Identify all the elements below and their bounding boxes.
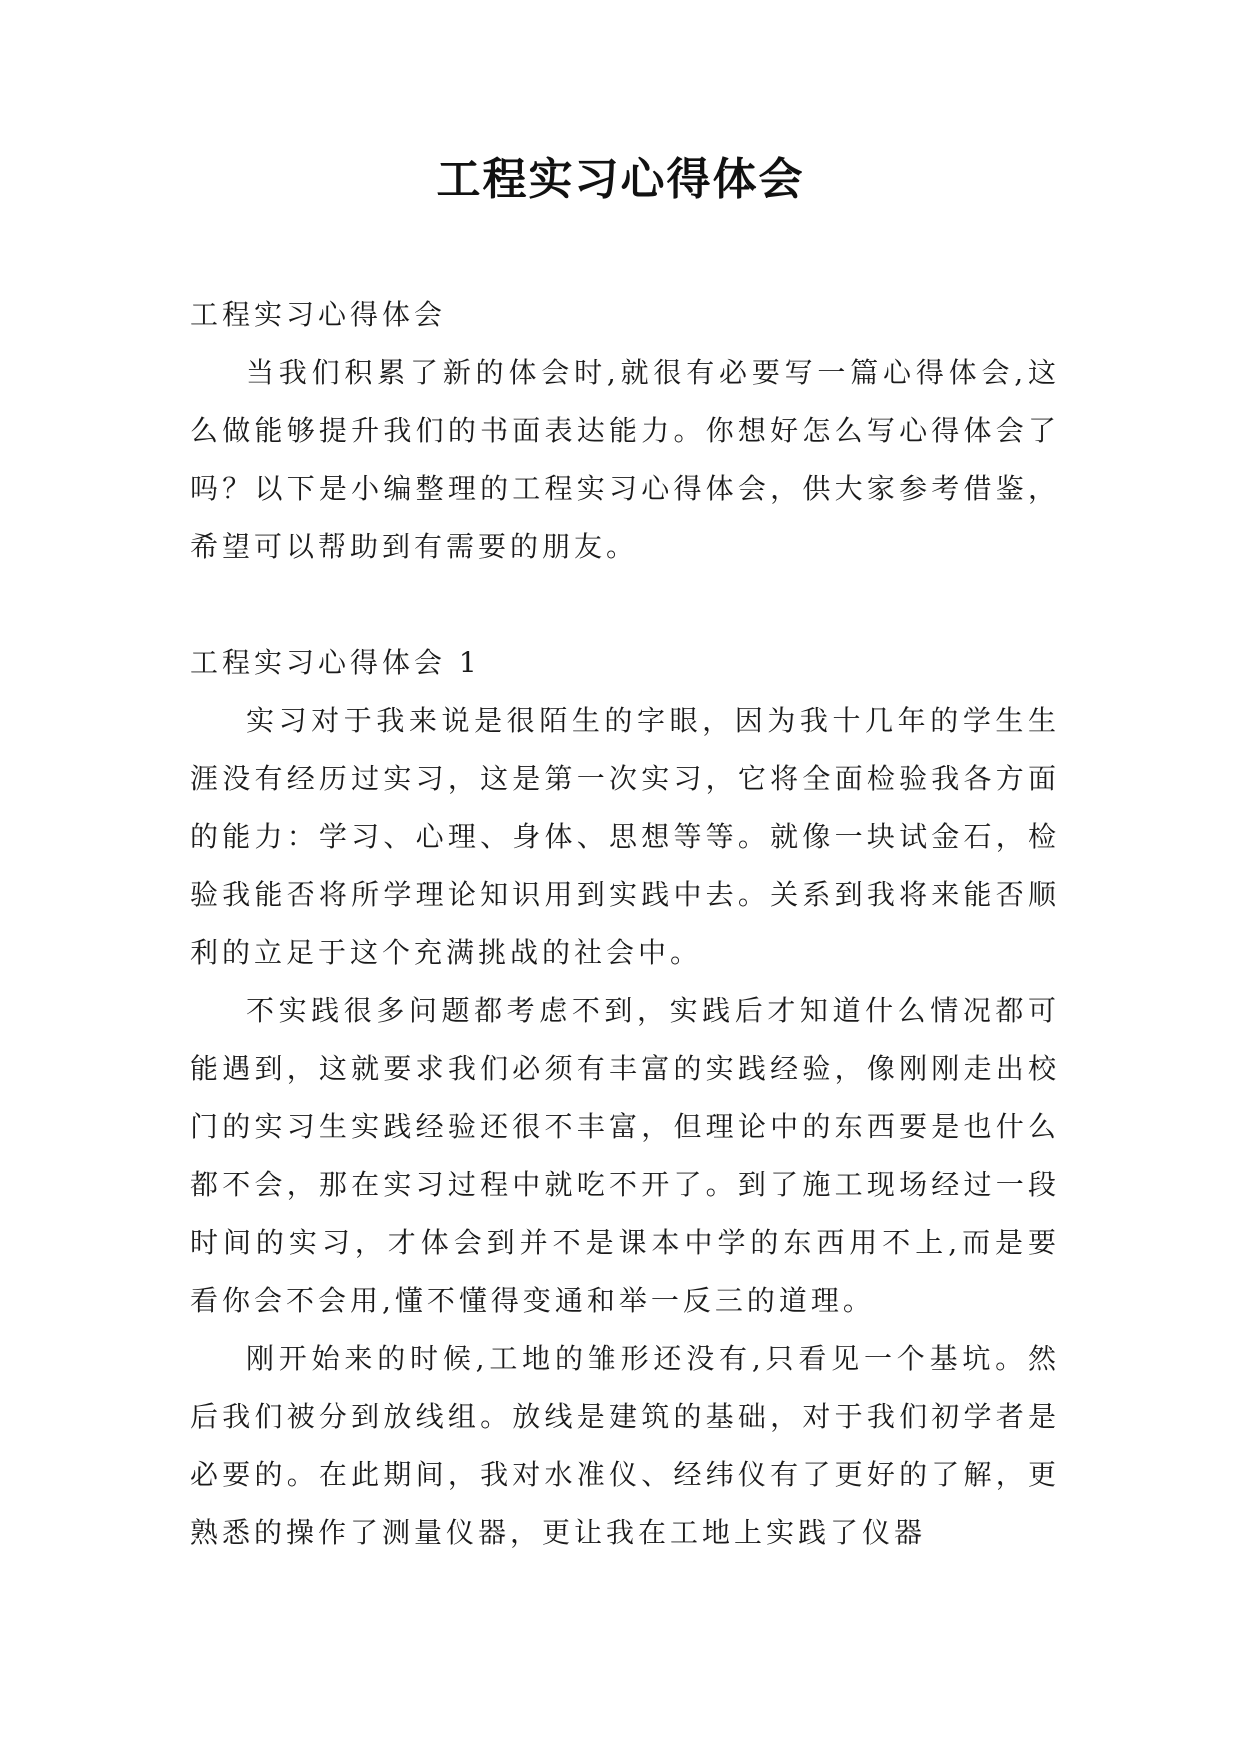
intro-heading: 工程实习心得体会 xyxy=(190,298,447,331)
body-paragraph-1: 实习对于我来说是很陌生的字眼，因为我十几年的学生生涯没有经历过实习，这是第一次实习，它将全面检验我各方面的能力：学习、心理、身体、思想等等。就像一块试金石，检验我能否将所学理论知识用到实践中去。关系到我将来能否顺利的立足于这个充满挑战的社会中。 xyxy=(190,704,1060,969)
document-body xyxy=(190,286,1060,1562)
section-heading: 工程实习心得体会 1 xyxy=(190,646,481,679)
body-paragraph-3: 刚开始来的时候,工地的雏形还没有,只看见一个基坑。然后我们被分到放线组。放线是建筑的基础，对于我们初学者是必要的。在此期间，我对水准仪、经纬仪有了更好的了解，更熟悉的操作了测量仪器，更让我在工地上实践了仪器 xyxy=(190,1342,1060,1549)
body-paragraph-2: 不实践很多问题都考虑不到，实践后才知道什么情况都可能遇到，这就要求我们必须有丰富的实践经验，像刚刚走出校门的实习生实践经验还很不丰富，但理论中的东西要是也什么都不会，那在实习过程中就吃不开了。到了施工现场经过一段时间的实习，才体会到并不是课本中学的东西用不上,而是要看你会不会用,懂不懂得变通和举一反三的道理。 xyxy=(190,994,1060,1317)
section-spacer xyxy=(190,576,1060,634)
document-title: 工程实习心得体会 xyxy=(436,154,805,205)
intro-paragraph: 当我们积累了新的体会时,就很有必要写一篇心得体会,这么做能够提升我们的书面表达能力。你想好怎么写心得体会了吗？以下是小编整理的工程实习心得体会，供大家参考借鉴，希望可以帮助到有需要的朋友。 xyxy=(190,356,1060,563)
